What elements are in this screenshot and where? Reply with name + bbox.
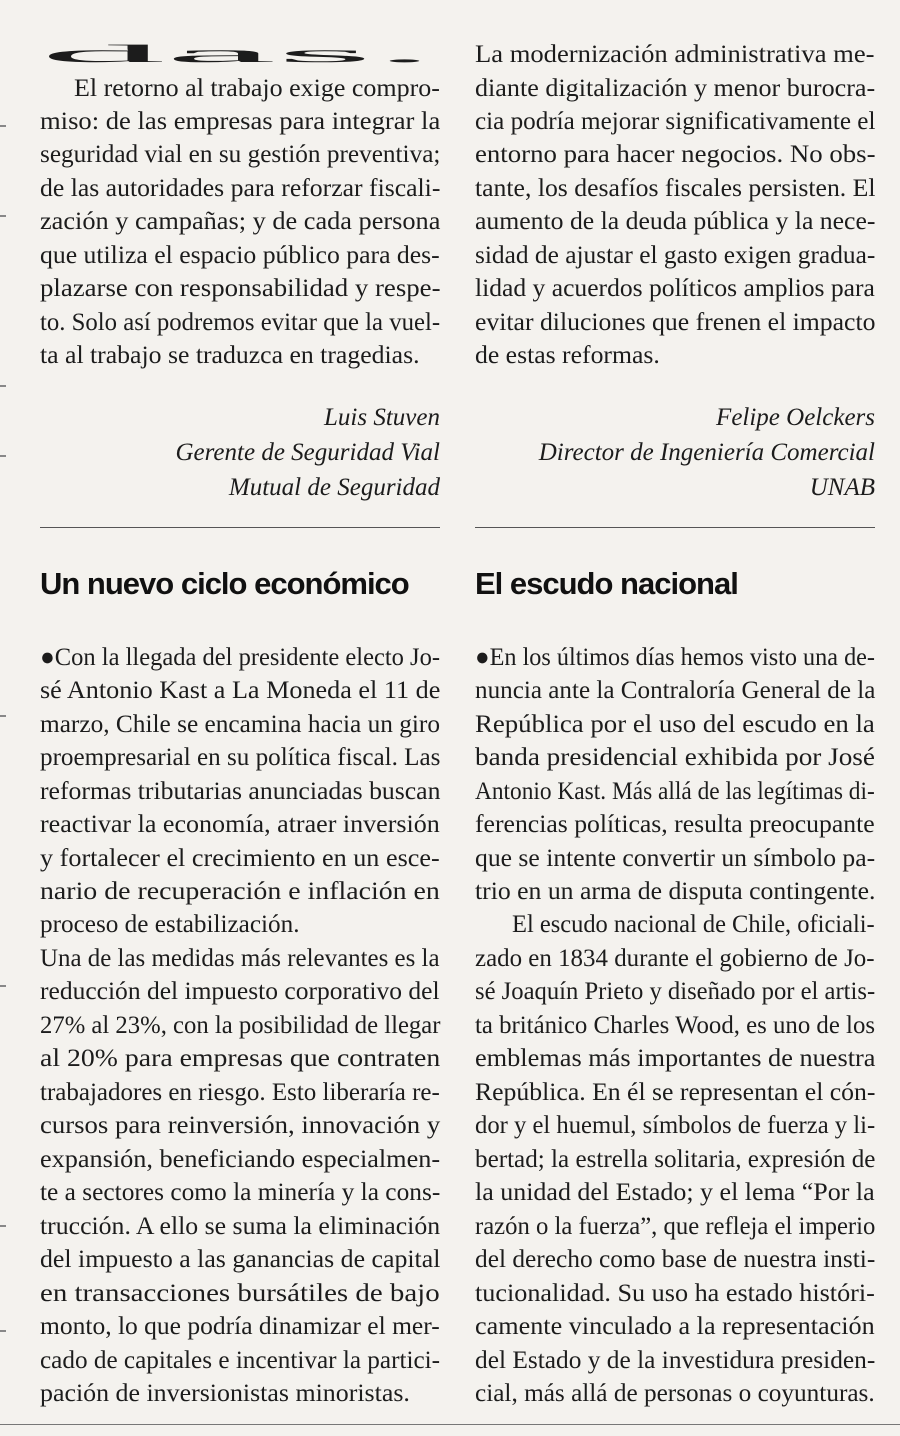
article-line: reactivar la economía, atraer inversión: [40, 811, 440, 838]
article-line: monto, lo que podría dinamizar el mer-: [40, 1313, 440, 1340]
article-line: nario de recuperación e inflación en: [40, 878, 440, 905]
article-line: dor y el huemul, símbolos de fuerza y li-: [475, 1112, 876, 1139]
article-line: nuncia ante la Contraloría General de la: [475, 677, 876, 704]
letter-line: El retorno al trabajo exige compro-: [74, 75, 440, 102]
signature-author: Luis Stuven: [324, 404, 440, 431]
page-bottom-rule: [0, 1424, 900, 1425]
article-line: trabajadores en riesgo. Esto liberaría re-: [40, 1079, 440, 1106]
signature-author: Felipe Oelckers: [716, 404, 875, 431]
article-line: proceso de estabilización.: [40, 911, 300, 938]
article-line: del Estado y de la investidura presiden-: [475, 1347, 876, 1374]
letter-line: lidad y acuerdos políticos amplios para: [475, 275, 875, 302]
divider-left: [40, 527, 440, 528]
article-line: bertad; la estrella solitaria, expresión de: [475, 1146, 876, 1173]
article-line: del derecho como base de nuestra insti-: [475, 1246, 876, 1273]
article-line: sé Antonio Kast a La Moneda el 11 de: [40, 677, 441, 704]
article-line: cial, más allá de personas o coyunturas.: [475, 1380, 875, 1407]
signature-org: Mutual de Seguridad: [228, 474, 440, 501]
article-line: ●En los últimos días hemos visto una de-: [475, 644, 875, 671]
article-line: emblemas más importantes de nuestra: [475, 1045, 876, 1072]
article-line: República. En él se representan el cón-: [475, 1079, 876, 1106]
letter-line: de estas reformas.: [475, 342, 660, 369]
article-line: ta británico Charles Wood, es uno de los: [475, 1012, 876, 1039]
article-line: banda presidencial exhibida por José: [475, 744, 875, 771]
signature-role: Director de Ingeniería Comercial: [538, 439, 875, 466]
article-line: que se intente convertir un símbolo pa-: [475, 845, 876, 872]
article-line: cado de capitales e incentivar la partici-: [40, 1347, 441, 1374]
article-line: reducción del impuesto corporativo del: [40, 978, 440, 1005]
letter-line: ta al trabajo se traduzca en tragedias.: [40, 342, 420, 369]
article-title: Un nuevo ciclo económico: [40, 566, 409, 601]
article-line: tucionalidad. Su uso ha estado históri-: [475, 1280, 875, 1307]
article-line: sé Joaquín Prieto y diseñado por el artis-: [475, 978, 876, 1005]
article-line: ferencias políticas, resulta preocupante: [475, 811, 875, 838]
article-line: expansión, beneficiando especialmen-: [40, 1146, 441, 1173]
article-line: zado en 1834 durante el gobierno de Jo-: [475, 945, 875, 972]
letter-line: diante digitalización y menor burocra-: [475, 75, 876, 102]
letter-line: La modernización administrativa me-: [475, 41, 875, 68]
article-line: al 20% para empresas que contraten: [40, 1045, 441, 1072]
signature-role: Gerente de Seguridad Vial: [175, 439, 440, 466]
article-line: trio en un arma de disputa contingente.: [475, 878, 876, 905]
letter-line: entorno para hacer negocios. No obs-: [475, 141, 876, 168]
letter-line: plazarse con responsabilidad y respe-: [40, 275, 441, 302]
article-line: camente vinculado a la representación: [475, 1313, 875, 1340]
letter-line: aumento de la deuda pública y la nece-: [475, 208, 876, 235]
article-line: la unidad del Estado; y el lema “Por la: [475, 1179, 875, 1206]
article-line: Una de las medidas más relevantes es la: [40, 945, 440, 972]
article-line: te a sectores como la minería y la cons-: [40, 1179, 441, 1206]
letter-line: de las autoridades para reforzar fiscali-: [40, 175, 441, 202]
letter-line: que utiliza el espacio público para des-: [40, 242, 440, 269]
article-line: República por el uso del escudo en la: [475, 711, 875, 738]
article-line: del impuesto a las ganancias de capital: [40, 1246, 441, 1273]
letter-line: to. Solo así podremos evitar que la vuel-: [40, 309, 441, 336]
article-line: marzo, Chile se encamina hacia un giro: [40, 711, 441, 738]
letter-line: cia podría mejorar significativamente el: [475, 108, 876, 135]
article-line: pación de inversionistas minoristas.: [40, 1380, 410, 1407]
article-line: trucción. A ello se suma la eliminación: [40, 1213, 441, 1240]
article-line: 27% al 23%, con la posibilidad de llegar: [40, 1012, 441, 1039]
article-line: razón o la fuerza”, que refleja el imperio: [475, 1213, 876, 1240]
article-line: cursos para reinversión, innovación y: [40, 1112, 441, 1139]
letter-line: evitar diluciones que frenen el impacto: [475, 309, 876, 336]
article-line: El escudo nacional de Chile, oficiali-: [512, 911, 875, 938]
article-line: en transacciones bursátiles de bajo: [40, 1280, 440, 1307]
letter-line: sidad de ajustar el gasto exigen gradua-: [475, 242, 876, 269]
letter-line: miso: de las empresas para integrar la: [40, 108, 441, 135]
article-line: Antonio Kast. Más allá de las legítimas di-: [475, 778, 875, 805]
letter-line: das.: [40, 41, 436, 68]
letter-line: tante, los desafíos fiscales persisten. El: [475, 175, 876, 202]
article-line: y fortalecer el crecimiento en un esce-: [40, 845, 440, 872]
article-line: proempresarial en su política fiscal. Las: [40, 744, 441, 771]
letter-line: seguridad vial en su gestión preventiva;: [40, 141, 441, 168]
letter-line: zación y campañas; y de cada persona: [40, 208, 441, 235]
article-line: reformas tributarias anunciadas buscan: [40, 778, 441, 805]
signature-org: UNAB: [809, 474, 875, 501]
article-title: El escudo nacional: [475, 566, 738, 601]
divider-right: [475, 527, 875, 528]
article-line: ●Con la llegada del presidente electo Jo-: [40, 644, 441, 671]
